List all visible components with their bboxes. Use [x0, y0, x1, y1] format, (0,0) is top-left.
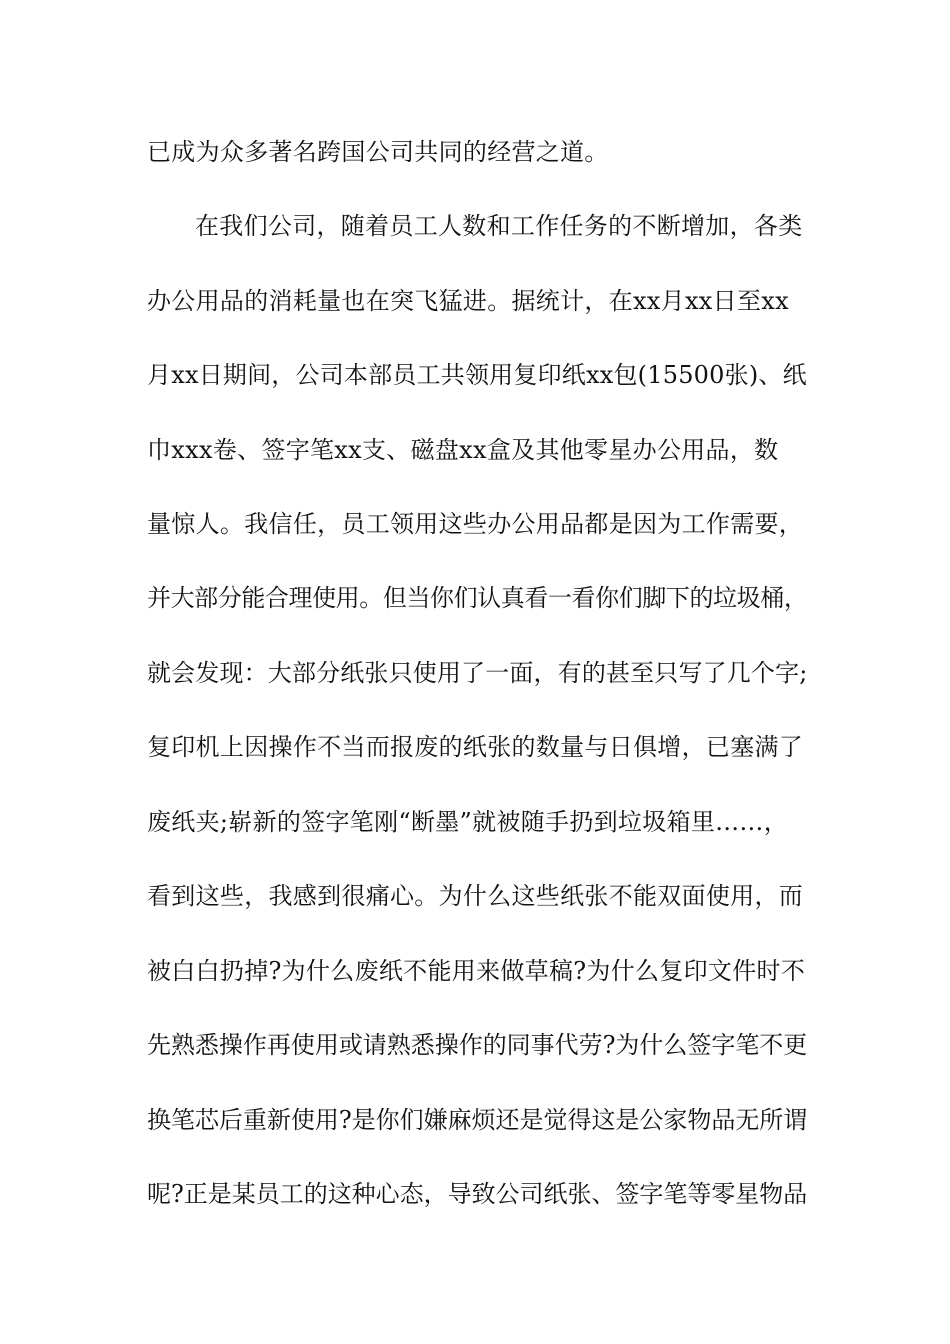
text-line-8: 就会发现：大部分纸张只使用了一面，有的甚至只写了几个字;	[147, 659, 808, 687]
text-line-6: 量惊人。我信任，员工领用这些办公用品都是因为工作需要，	[147, 510, 804, 538]
text-line-2: 在我们公司，随着员工人数和工作任务的不断增加，各类	[195, 212, 803, 240]
text-line-15: 呢?正是某员工的这种心态，导致公司纸张、签字笔等零星物品	[147, 1180, 808, 1208]
text-line-11: 看到这些，我感到很痛心。为什么这些纸张不能双面使用，而	[147, 882, 804, 910]
text-line-4: 月xx日期间，公司本部员工共领用复印纸xx包(15500张)、纸	[147, 361, 807, 389]
text-line-12: 被白白扔掉?为什么废纸不能用来做草稿?为什么复印文件时不	[147, 957, 806, 985]
text-line-9: 复印机上因操作不当而报废的纸张的数量与日俱增，已塞满了	[147, 733, 804, 761]
text-line-5: 巾xxx卷、签字笔xx支、磁盘xx盒及其他零星办公用品，数	[147, 436, 779, 464]
text-line-10: 废纸夹;崭新的签字笔刚“断墨”就被随手扔到垃圾箱里……，	[147, 808, 789, 836]
text-line-7: 并大部分能合理使用。但当你们认真看一看你们脚下的垃圾桶，	[147, 584, 808, 612]
text-line-1: 已成为众多著名跨国公司共同的经营之道。	[147, 138, 609, 166]
text-line-3: 办公用品的消耗量也在突飞猛进。据统计，在xx月xx日至xx	[147, 287, 789, 315]
text-line-13: 先熟悉操作再使用或请熟悉操作的同事代劳?为什么签字笔不更	[147, 1031, 808, 1059]
text-line-14: 换笔芯后重新使用?是你们嫌麻烦还是觉得这是公家物品无所谓	[147, 1106, 808, 1134]
